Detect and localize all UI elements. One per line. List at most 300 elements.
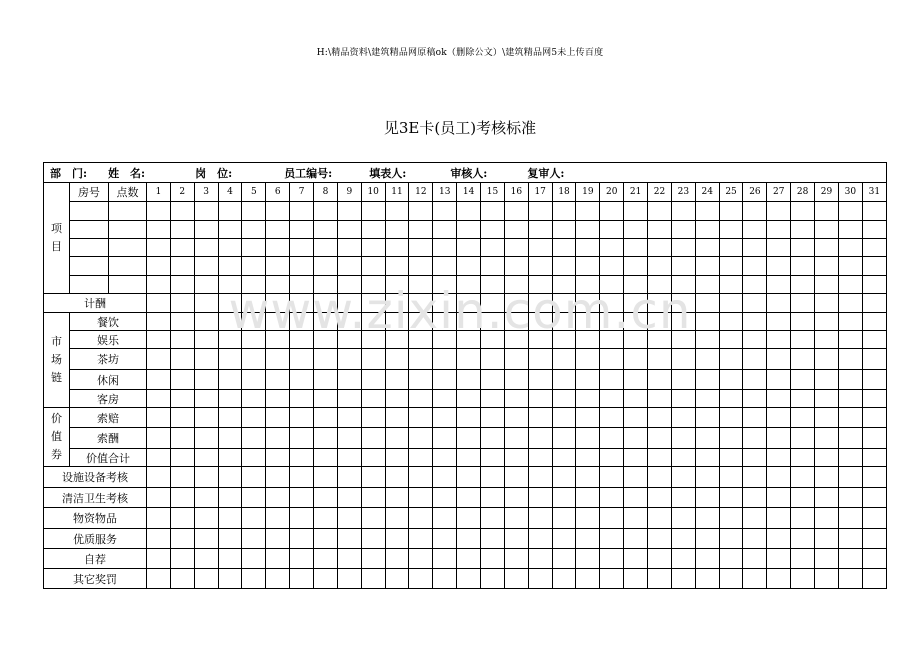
day-cell[interactable] — [600, 239, 624, 257]
day-cell[interactable] — [457, 349, 481, 370]
day-cell[interactable] — [194, 221, 218, 239]
day-cell[interactable] — [170, 488, 194, 508]
day-cell[interactable] — [743, 569, 767, 589]
day-cell[interactable] — [671, 276, 695, 294]
day-cell[interactable] — [695, 569, 719, 589]
day-cell[interactable] — [719, 294, 743, 313]
day-cell[interactable] — [600, 529, 624, 549]
day-cell[interactable] — [528, 294, 552, 313]
day-cell[interactable] — [862, 488, 886, 508]
day-cell[interactable] — [290, 276, 314, 294]
day-cell[interactable] — [838, 529, 862, 549]
day-cell[interactable] — [838, 349, 862, 370]
day-cell[interactable] — [815, 370, 839, 390]
day-cell[interactable] — [242, 349, 266, 370]
day-cell[interactable] — [361, 276, 385, 294]
day-cell[interactable] — [481, 294, 505, 313]
day-cell[interactable] — [314, 294, 338, 313]
day-cell[interactable] — [767, 488, 791, 508]
day-cell[interactable] — [337, 408, 361, 428]
day-cell[interactable] — [361, 488, 385, 508]
day-cell[interactable] — [648, 257, 672, 276]
day-cell[interactable] — [624, 390, 648, 408]
day-cell[interactable] — [624, 408, 648, 428]
day-cell[interactable] — [457, 569, 481, 589]
day-cell[interactable] — [552, 390, 576, 408]
day-cell[interactable] — [290, 449, 314, 467]
day-cell[interactable] — [314, 276, 338, 294]
day-cell[interactable] — [218, 569, 242, 589]
points-cell[interactable] — [109, 257, 147, 276]
day-cell[interactable] — [147, 294, 171, 313]
day-cell[interactable] — [671, 221, 695, 239]
day-cell[interactable] — [433, 428, 457, 449]
day-cell[interactable] — [791, 313, 815, 331]
day-cell[interactable] — [481, 202, 505, 221]
day-cell[interactable] — [170, 331, 194, 349]
day-cell[interactable] — [314, 239, 338, 257]
day-cell[interactable] — [576, 390, 600, 408]
day-cell[interactable] — [409, 529, 433, 549]
day-cell[interactable] — [838, 313, 862, 331]
day-cell[interactable] — [457, 467, 481, 488]
day-cell[interactable] — [457, 313, 481, 331]
day-cell[interactable] — [337, 569, 361, 589]
day-cell[interactable] — [815, 331, 839, 349]
day-cell[interactable] — [528, 508, 552, 529]
day-cell[interactable] — [838, 508, 862, 529]
day-cell[interactable] — [695, 331, 719, 349]
day-cell[interactable] — [457, 449, 481, 467]
day-cell[interactable] — [457, 390, 481, 408]
day-cell[interactable] — [194, 428, 218, 449]
day-cell[interactable] — [600, 488, 624, 508]
day-cell[interactable] — [457, 370, 481, 390]
day-cell[interactable] — [218, 313, 242, 331]
day-cell[interactable] — [862, 390, 886, 408]
day-cell[interactable] — [719, 408, 743, 428]
day-cell[interactable] — [648, 390, 672, 408]
day-cell[interactable] — [576, 467, 600, 488]
day-cell[interactable] — [433, 257, 457, 276]
day-cell[interactable] — [218, 408, 242, 428]
day-cell[interactable] — [576, 257, 600, 276]
day-cell[interactable] — [457, 257, 481, 276]
day-cell[interactable] — [767, 529, 791, 549]
day-cell[interactable] — [457, 294, 481, 313]
day-cell[interactable] — [385, 294, 409, 313]
day-cell[interactable] — [815, 313, 839, 331]
day-cell[interactable] — [815, 349, 839, 370]
day-cell[interactable] — [433, 239, 457, 257]
day-cell[interactable] — [791, 390, 815, 408]
day-cell[interactable] — [337, 428, 361, 449]
day-cell[interactable] — [290, 370, 314, 390]
day-cell[interactable] — [337, 549, 361, 569]
day-cell[interactable] — [147, 349, 171, 370]
day-cell[interactable] — [457, 331, 481, 349]
day-cell[interactable] — [671, 239, 695, 257]
day-cell[interactable] — [767, 569, 791, 589]
day-cell[interactable] — [481, 529, 505, 549]
day-cell[interactable] — [552, 449, 576, 467]
day-cell[interactable] — [147, 313, 171, 331]
day-cell[interactable] — [504, 390, 528, 408]
day-cell[interactable] — [218, 221, 242, 239]
day-cell[interactable] — [266, 408, 290, 428]
day-cell[interactable] — [242, 202, 266, 221]
day-cell[interactable] — [314, 449, 338, 467]
day-cell[interactable] — [743, 313, 767, 331]
day-cell[interactable] — [290, 257, 314, 276]
day-cell[interactable] — [552, 370, 576, 390]
day-cell[interactable] — [528, 549, 552, 569]
day-cell[interactable] — [147, 202, 171, 221]
day-cell[interactable] — [337, 529, 361, 549]
day-cell[interactable] — [552, 569, 576, 589]
day-cell[interactable] — [218, 508, 242, 529]
day-cell[interactable] — [719, 467, 743, 488]
day-cell[interactable] — [528, 467, 552, 488]
day-cell[interactable] — [337, 276, 361, 294]
day-cell[interactable] — [743, 529, 767, 549]
day-cell[interactable] — [170, 370, 194, 390]
day-cell[interactable] — [409, 467, 433, 488]
day-cell[interactable] — [457, 488, 481, 508]
day-cell[interactable] — [767, 508, 791, 529]
day-cell[interactable] — [767, 331, 791, 349]
day-cell[interactable] — [266, 467, 290, 488]
day-cell[interactable] — [481, 467, 505, 488]
day-cell[interactable] — [504, 529, 528, 549]
day-cell[interactable] — [481, 569, 505, 589]
day-cell[interactable] — [838, 294, 862, 313]
day-cell[interactable] — [671, 390, 695, 408]
day-cell[interactable] — [862, 331, 886, 349]
day-cell[interactable] — [433, 221, 457, 239]
day-cell[interactable] — [504, 467, 528, 488]
day-cell[interactable] — [719, 221, 743, 239]
day-cell[interactable] — [838, 331, 862, 349]
day-cell[interactable] — [242, 549, 266, 569]
day-cell[interactable] — [552, 428, 576, 449]
day-cell[interactable] — [361, 294, 385, 313]
day-cell[interactable] — [695, 529, 719, 549]
day-cell[interactable] — [218, 294, 242, 313]
day-cell[interactable] — [862, 508, 886, 529]
day-cell[interactable] — [433, 508, 457, 529]
day-cell[interactable] — [242, 239, 266, 257]
day-cell[interactable] — [624, 313, 648, 331]
day-cell[interactable] — [361, 239, 385, 257]
room-cell[interactable] — [70, 239, 109, 257]
day-cell[interactable] — [409, 508, 433, 529]
day-cell[interactable] — [504, 408, 528, 428]
day-cell[interactable] — [624, 221, 648, 239]
day-cell[interactable] — [481, 276, 505, 294]
day-cell[interactable] — [648, 488, 672, 508]
day-cell[interactable] — [266, 349, 290, 370]
day-cell[interactable] — [767, 221, 791, 239]
day-cell[interactable] — [743, 257, 767, 276]
day-cell[interactable] — [194, 569, 218, 589]
day-cell[interactable] — [457, 408, 481, 428]
day-cell[interactable] — [457, 221, 481, 239]
day-cell[interactable] — [815, 549, 839, 569]
day-cell[interactable] — [290, 549, 314, 569]
day-cell[interactable] — [648, 508, 672, 529]
day-cell[interactable] — [504, 549, 528, 569]
day-cell[interactable] — [624, 449, 648, 467]
day-cell[interactable] — [194, 331, 218, 349]
day-cell[interactable] — [624, 276, 648, 294]
day-cell[interactable] — [361, 221, 385, 239]
day-cell[interactable] — [791, 569, 815, 589]
day-cell[interactable] — [170, 239, 194, 257]
day-cell[interactable] — [242, 276, 266, 294]
day-cell[interactable] — [815, 390, 839, 408]
day-cell[interactable] — [433, 569, 457, 589]
day-cell[interactable] — [385, 313, 409, 331]
day-cell[interactable] — [242, 257, 266, 276]
day-cell[interactable] — [409, 549, 433, 569]
day-cell[interactable] — [719, 370, 743, 390]
day-cell[interactable] — [290, 331, 314, 349]
day-cell[interactable] — [337, 202, 361, 221]
day-cell[interactable] — [671, 529, 695, 549]
day-cell[interactable] — [552, 508, 576, 529]
day-cell[interactable] — [504, 428, 528, 449]
day-cell[interactable] — [838, 221, 862, 239]
day-cell[interactable] — [862, 294, 886, 313]
day-cell[interactable] — [576, 313, 600, 331]
day-cell[interactable] — [218, 349, 242, 370]
day-cell[interactable] — [719, 390, 743, 408]
day-cell[interactable] — [552, 221, 576, 239]
day-cell[interactable] — [552, 529, 576, 549]
day-cell[interactable] — [624, 331, 648, 349]
day-cell[interactable] — [409, 428, 433, 449]
day-cell[interactable] — [433, 488, 457, 508]
day-cell[interactable] — [170, 313, 194, 331]
day-cell[interactable] — [815, 569, 839, 589]
day-cell[interactable] — [242, 449, 266, 467]
day-cell[interactable] — [624, 202, 648, 221]
day-cell[interactable] — [719, 549, 743, 569]
day-cell[interactable] — [648, 529, 672, 549]
day-cell[interactable] — [743, 408, 767, 428]
day-cell[interactable] — [218, 390, 242, 408]
day-cell[interactable] — [314, 569, 338, 589]
day-cell[interactable] — [337, 257, 361, 276]
day-cell[interactable] — [862, 449, 886, 467]
day-cell[interactable] — [266, 488, 290, 508]
day-cell[interactable] — [624, 239, 648, 257]
day-cell[interactable] — [314, 408, 338, 428]
day-cell[interactable] — [528, 408, 552, 428]
day-cell[interactable] — [815, 221, 839, 239]
day-cell[interactable] — [648, 276, 672, 294]
day-cell[interactable] — [838, 390, 862, 408]
day-cell[interactable] — [457, 508, 481, 529]
day-cell[interactable] — [147, 370, 171, 390]
day-cell[interactable] — [767, 294, 791, 313]
day-cell[interactable] — [838, 467, 862, 488]
day-cell[interactable] — [576, 331, 600, 349]
day-cell[interactable] — [218, 202, 242, 221]
day-cell[interactable] — [481, 313, 505, 331]
day-cell[interactable] — [218, 467, 242, 488]
day-cell[interactable] — [600, 467, 624, 488]
day-cell[interactable] — [337, 313, 361, 331]
day-cell[interactable] — [600, 370, 624, 390]
day-cell[interactable] — [671, 488, 695, 508]
day-cell[interactable] — [361, 428, 385, 449]
day-cell[interactable] — [838, 202, 862, 221]
day-cell[interactable] — [481, 488, 505, 508]
day-cell[interactable] — [838, 549, 862, 569]
day-cell[interactable] — [147, 428, 171, 449]
day-cell[interactable] — [719, 449, 743, 467]
day-cell[interactable] — [194, 239, 218, 257]
day-cell[interactable] — [838, 408, 862, 428]
day-cell[interactable] — [576, 221, 600, 239]
day-cell[interactable] — [170, 257, 194, 276]
day-cell[interactable] — [147, 529, 171, 549]
day-cell[interactable] — [528, 221, 552, 239]
day-cell[interactable] — [552, 276, 576, 294]
day-cell[interactable] — [433, 370, 457, 390]
day-cell[interactable] — [385, 390, 409, 408]
day-cell[interactable] — [170, 428, 194, 449]
room-cell[interactable] — [70, 276, 109, 294]
day-cell[interactable] — [170, 349, 194, 370]
day-cell[interactable] — [170, 221, 194, 239]
day-cell[interactable] — [409, 488, 433, 508]
day-cell[interactable] — [695, 221, 719, 239]
day-cell[interactable] — [862, 569, 886, 589]
day-cell[interactable] — [170, 294, 194, 313]
day-cell[interactable] — [290, 488, 314, 508]
day-cell[interactable] — [576, 569, 600, 589]
day-cell[interactable] — [815, 257, 839, 276]
day-cell[interactable] — [528, 239, 552, 257]
day-cell[interactable] — [147, 331, 171, 349]
day-cell[interactable] — [504, 488, 528, 508]
day-cell[interactable] — [767, 202, 791, 221]
day-cell[interactable] — [457, 239, 481, 257]
day-cell[interactable] — [266, 449, 290, 467]
day-cell[interactable] — [194, 276, 218, 294]
day-cell[interactable] — [743, 202, 767, 221]
day-cell[interactable] — [242, 467, 266, 488]
day-cell[interactable] — [266, 390, 290, 408]
day-cell[interactable] — [314, 390, 338, 408]
day-cell[interactable] — [600, 294, 624, 313]
day-cell[interactable] — [266, 428, 290, 449]
day-cell[interactable] — [361, 202, 385, 221]
day-cell[interactable] — [409, 408, 433, 428]
day-cell[interactable] — [314, 370, 338, 390]
day-cell[interactable] — [576, 370, 600, 390]
day-cell[interactable] — [624, 488, 648, 508]
day-cell[interactable] — [791, 408, 815, 428]
day-cell[interactable] — [695, 549, 719, 569]
day-cell[interactable] — [600, 508, 624, 529]
day-cell[interactable] — [528, 202, 552, 221]
day-cell[interactable] — [504, 370, 528, 390]
day-cell[interactable] — [600, 221, 624, 239]
day-cell[interactable] — [791, 331, 815, 349]
day-cell[interactable] — [170, 202, 194, 221]
day-cell[interactable] — [791, 428, 815, 449]
day-cell[interactable] — [624, 428, 648, 449]
day-cell[interactable] — [624, 467, 648, 488]
day-cell[interactable] — [385, 257, 409, 276]
day-cell[interactable] — [504, 221, 528, 239]
day-cell[interactable] — [719, 313, 743, 331]
day-cell[interactable] — [433, 202, 457, 221]
day-cell[interactable] — [743, 428, 767, 449]
day-cell[interactable] — [337, 349, 361, 370]
day-cell[interactable] — [767, 370, 791, 390]
day-cell[interactable] — [457, 428, 481, 449]
day-cell[interactable] — [242, 294, 266, 313]
day-cell[interactable] — [791, 257, 815, 276]
day-cell[interactable] — [337, 390, 361, 408]
day-cell[interactable] — [743, 294, 767, 313]
day-cell[interactable] — [838, 276, 862, 294]
day-cell[interactable] — [194, 408, 218, 428]
day-cell[interactable] — [528, 257, 552, 276]
day-cell[interactable] — [290, 221, 314, 239]
day-cell[interactable] — [290, 529, 314, 549]
day-cell[interactable] — [862, 370, 886, 390]
day-cell[interactable] — [242, 508, 266, 529]
day-cell[interactable] — [266, 331, 290, 349]
day-cell[interactable] — [600, 313, 624, 331]
day-cell[interactable] — [719, 569, 743, 589]
day-cell[interactable] — [671, 408, 695, 428]
day-cell[interactable] — [504, 569, 528, 589]
day-cell[interactable] — [767, 313, 791, 331]
day-cell[interactable] — [457, 549, 481, 569]
day-cell[interactable] — [648, 449, 672, 467]
day-cell[interactable] — [361, 313, 385, 331]
day-cell[interactable] — [147, 569, 171, 589]
day-cell[interactable] — [361, 331, 385, 349]
day-cell[interactable] — [648, 549, 672, 569]
day-cell[interactable] — [266, 294, 290, 313]
day-cell[interactable] — [719, 428, 743, 449]
day-cell[interactable] — [504, 508, 528, 529]
day-cell[interactable] — [743, 331, 767, 349]
day-cell[interactable] — [266, 257, 290, 276]
day-cell[interactable] — [433, 449, 457, 467]
day-cell[interactable] — [290, 428, 314, 449]
day-cell[interactable] — [743, 349, 767, 370]
day-cell[interactable] — [242, 313, 266, 331]
day-cell[interactable] — [695, 390, 719, 408]
day-cell[interactable] — [671, 449, 695, 467]
day-cell[interactable] — [671, 428, 695, 449]
day-cell[interactable] — [314, 549, 338, 569]
day-cell[interactable] — [552, 549, 576, 569]
day-cell[interactable] — [552, 408, 576, 428]
day-cell[interactable] — [433, 408, 457, 428]
day-cell[interactable] — [385, 549, 409, 569]
day-cell[interactable] — [337, 294, 361, 313]
